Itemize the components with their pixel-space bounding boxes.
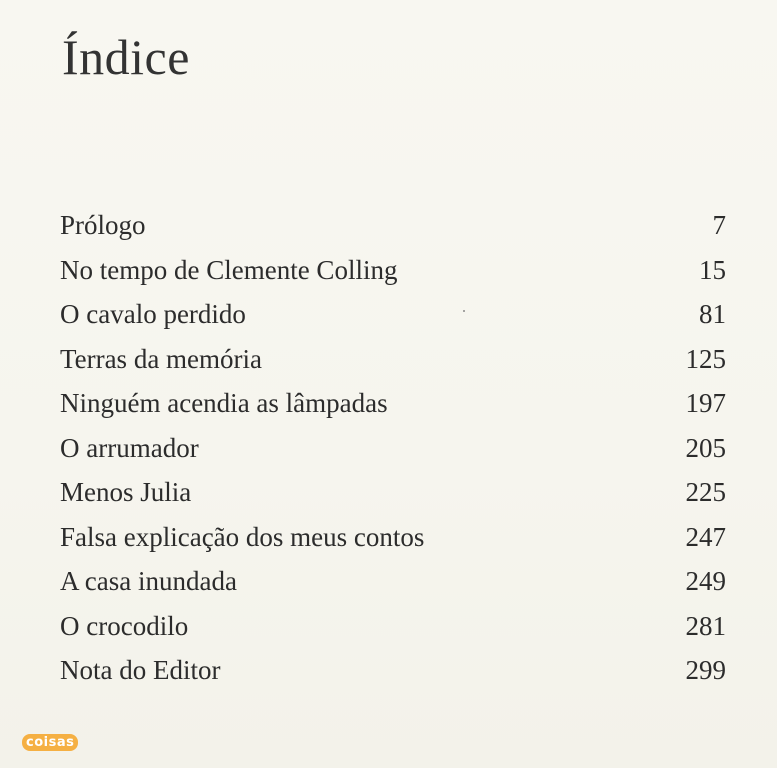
toc-entry [60, 559, 726, 604]
toc-entry-page: 225 [685, 477, 726, 507]
toc-entry-title: O crocodilo [60, 610, 189, 641]
toc-entry-title: No tempo de Clemente Colling [60, 254, 398, 285]
toc-entry-page: 7 [712, 210, 726, 240]
toc-entry-title: A casa inundada [60, 566, 237, 596]
toc-entry [60, 381, 726, 426]
toc-entry-title: Nota do Editor [60, 655, 221, 685]
toc-entry-page: 125 [685, 343, 726, 374]
toc-entry-title: Menos Julia [60, 477, 192, 507]
toc-entry [60, 515, 726, 560]
toc-entry-title: O arrumador [60, 432, 199, 463]
toc-entry-page: 205 [685, 432, 726, 463]
toc-entry-page: 81 [699, 299, 726, 329]
toc-entry [60, 426, 726, 471]
toc-entry-title: O cavalo perdido [60, 299, 246, 329]
paper-speck [463, 310, 465, 312]
toc-entry-title: Prólogo [60, 210, 146, 240]
toc-entry [60, 337, 726, 382]
toc-entry-title: Ninguém acendia as lâmpadas [60, 388, 388, 418]
toc-entry-title: Terras da memória [60, 343, 263, 374]
toc-entry [60, 203, 726, 248]
toc-entry-page: 281 [685, 610, 726, 641]
toc-entry-page: 299 [685, 655, 726, 685]
toc-entry [60, 470, 726, 515]
toc-entry-page: 247 [685, 521, 726, 552]
toc-entry-page: 197 [685, 388, 726, 418]
toc-entry [60, 648, 726, 693]
table-of-contents [60, 203, 726, 693]
toc-entry-title: Falsa explicação dos meus contos [60, 521, 425, 552]
toc-entry [60, 292, 726, 337]
toc-entry-page: 15 [699, 254, 726, 285]
toc-entry [60, 248, 726, 293]
page-title: Índice [62, 29, 190, 85]
toc-entry [60, 604, 726, 649]
toc-entry-page: 249 [685, 566, 726, 596]
watermark-logo: coisas [22, 734, 78, 751]
